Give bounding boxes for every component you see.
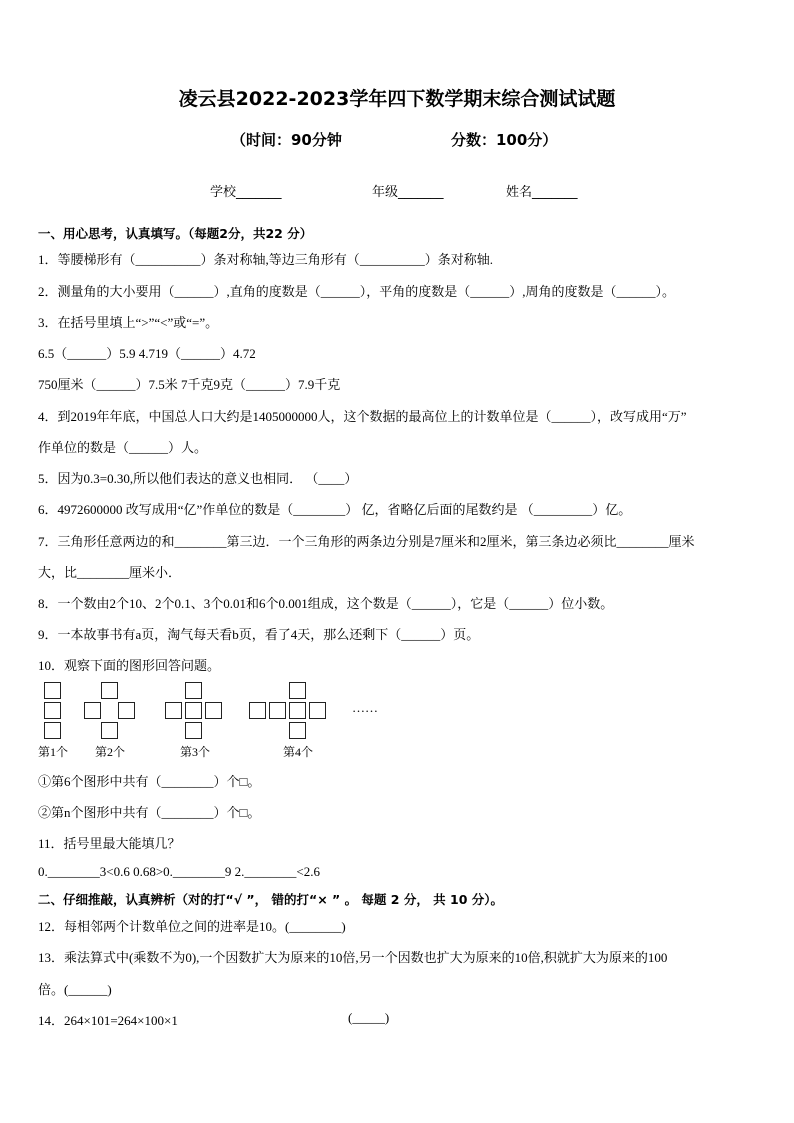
square-shape bbox=[205, 702, 222, 719]
question-5: 5．因为0.3=0.30,所以他们表达的意义也相同． （____） bbox=[38, 471, 358, 486]
figure-1-caption: 第1个 bbox=[38, 745, 69, 759]
exam-score: 分数：100分） bbox=[451, 131, 558, 149]
square-shape bbox=[44, 682, 61, 699]
figure-2-caption: 第2个 bbox=[95, 745, 126, 759]
question-13-line-2: 倍。(______) bbox=[38, 982, 112, 997]
question-6: 6．4972600000 改写成用“亿”作单位的数是（________） 亿，省略亿后面的尾数约是 （_________）亿。 bbox=[38, 502, 632, 517]
figure-ellipsis: …… bbox=[352, 700, 378, 715]
square-shape bbox=[84, 702, 101, 719]
question-12: 12．每相邻两个计数单位之间的进率是10。(________) bbox=[38, 919, 346, 934]
question-8: 8．一个数由2个10、2个0.1、3个0.01和6个0.001组成，这个数是（______），它是（______）位小数。 bbox=[38, 596, 614, 611]
question-9: 9．一本故事书有a页，淘气每天看b页，看了4天，那么还剩下（______）页。 bbox=[38, 627, 480, 642]
question-7-line-2: 大，比________厘米小． bbox=[38, 565, 182, 580]
square-shape bbox=[249, 702, 266, 719]
question-4-line-2: 作单位的数是（______）人。 bbox=[38, 440, 208, 455]
figure-4-caption: 第4个 bbox=[283, 745, 314, 759]
question-14: 14．264×101=264×100×1 bbox=[38, 1013, 178, 1028]
question-10-part-1: ①第6个图形中共有（________）个□。 bbox=[38, 774, 261, 789]
question-13-line-1: 13．乘法算式中(乘数不为0),一个因数扩大为原来的10倍,另一个因数也扩大为原来的10倍,积就扩大为原来的100 bbox=[38, 950, 668, 965]
square-shape bbox=[185, 702, 202, 719]
question-1: 1．等腰梯形有（__________）条对称轴,等边三角形有（__________）条对称轴. bbox=[38, 252, 494, 267]
square-shape bbox=[101, 722, 118, 739]
question-3-row-1: 6.5（______）5.9 4.719（______）4.72 bbox=[38, 346, 256, 361]
school-field: 学校_______ bbox=[210, 185, 282, 200]
square-shape bbox=[165, 702, 182, 719]
square-shape bbox=[101, 682, 118, 699]
section-2-heading: 二、仔细推敲，认真辨析（对的打“√ ”， 错的打“× ” 。 每题 2 分， 共 10 分）。 bbox=[38, 892, 504, 907]
square-shape bbox=[269, 702, 286, 719]
question-11-items: 0.________3<0.6 0.68>0.________9 2.________<2.6 bbox=[38, 864, 320, 879]
question-14-answer-blank: (_____) bbox=[348, 1010, 390, 1025]
question-3-row-2: 750厘米（______）7.5米 7千克9克（______）7.9千克 bbox=[38, 377, 341, 392]
square-shape bbox=[289, 702, 306, 719]
question-11: 11．括号里最大能填几？ bbox=[38, 836, 181, 851]
square-shape bbox=[309, 702, 326, 719]
square-shape bbox=[118, 702, 135, 719]
question-2: 2．测量角的大小要用（______）,直角的度数是（______），平角的度数是（______）,周角的度数是（______）。 bbox=[38, 284, 676, 299]
name-field: 姓名_______ bbox=[506, 185, 578, 200]
square-shape bbox=[44, 702, 61, 719]
grade-field: 年级_______ bbox=[372, 185, 444, 200]
question-10: 10．观察下面的图形回答问题。 bbox=[38, 658, 221, 673]
square-shape bbox=[289, 682, 306, 699]
exam-time: （时间：90分钟 bbox=[231, 131, 342, 149]
question-3: 3．在括号里填上“>”“<”或“=”。 bbox=[38, 315, 219, 330]
square-shape bbox=[289, 722, 306, 739]
square-shape bbox=[185, 682, 202, 699]
square-shape bbox=[44, 722, 61, 739]
question-10-part-2: ②第n个图形中共有（________）个□。 bbox=[38, 805, 261, 820]
figure-3-caption: 第3个 bbox=[180, 745, 211, 759]
question-7-line-1: 7．三角形任意两边的和________第三边．一个三角形的两条边分别是7厘米和2厘米，第三条边必须比________厘米 bbox=[38, 534, 695, 549]
question-4-line-1: 4．到2019年年底，中国总人口大约是1405000000人，这个数据的最高位上的计数单位是（______），改写成用“万” bbox=[38, 409, 687, 424]
page-title: 凌云县2022-2023学年四下数学期末综合测试试题 bbox=[178, 88, 616, 110]
square-shape bbox=[185, 722, 202, 739]
section-1-heading: 一、用心思考，认真填写。（每题2分，共22 分） bbox=[38, 226, 313, 241]
